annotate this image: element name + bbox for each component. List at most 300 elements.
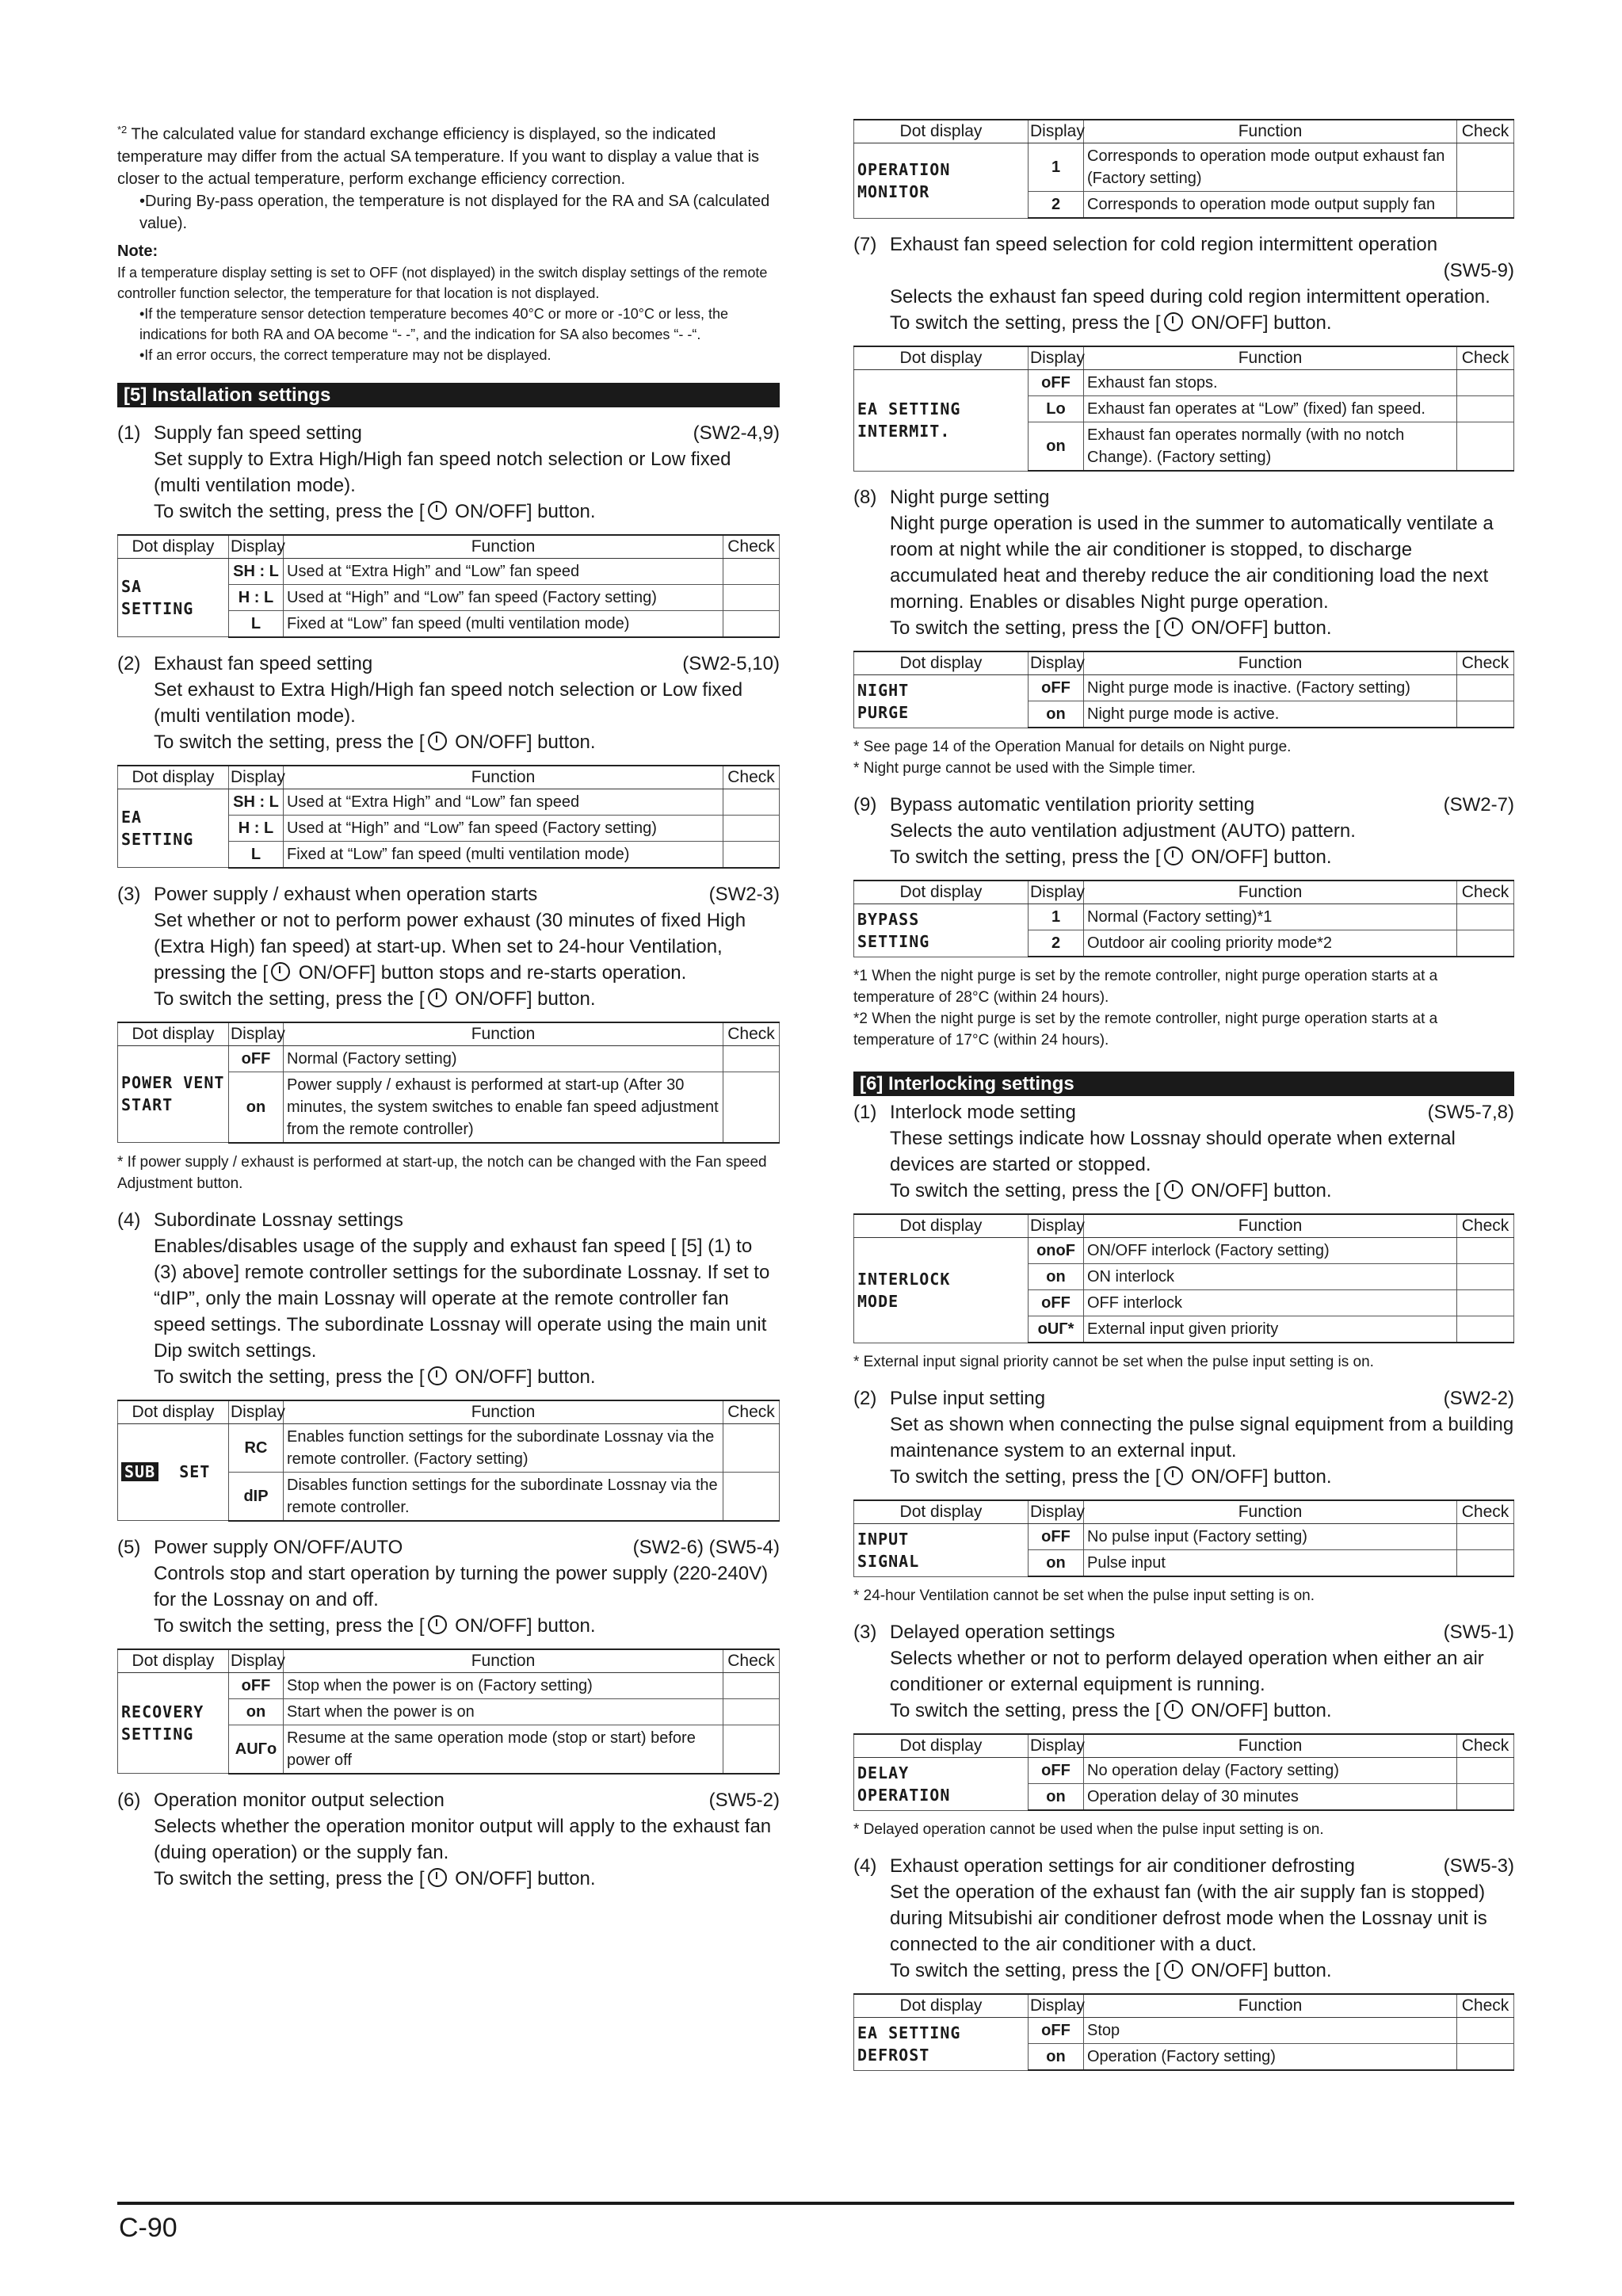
check-cell[interactable] (1457, 930, 1514, 957)
table-header-cell: Dot display (118, 1649, 229, 1673)
text: To switch the setting, press the [ (154, 1614, 425, 1637)
section-6-title: [6] Interlocking settings (853, 1072, 1514, 1096)
text: (SW2-5,10) (682, 652, 780, 674)
dot-display: BYPASS SETTING (854, 904, 1029, 957)
table-header-cell: Dot display (118, 1400, 229, 1424)
text: (SW2-7) (1443, 794, 1514, 816)
table-header-cell: Dot display (118, 766, 229, 789)
text: Pulse input setting (890, 1388, 1046, 1409)
dot-display: NIGHT PURGE (854, 675, 1029, 728)
settings-table (117, 765, 780, 869)
function-text: Operation (Factory setting) (1084, 2044, 1457, 2071)
text: ON/OFF] button. (449, 988, 596, 1010)
table-header-cell: Check (723, 1022, 780, 1046)
function-text: Enables function settings for the subordinate Lossnay via the remote controller. (Factory setting) (284, 1423, 723, 1472)
text: Delayed operation settings (890, 1622, 1116, 1643)
footnote: *1 When the night purge is set by the remote controller, night purge operation starts at a temperature of 28°C (within 24 hours). (853, 968, 1438, 1006)
table-header-cell: Function (1084, 346, 1457, 370)
function-text: ON interlock (1084, 1264, 1457, 1290)
check-cell[interactable] (1457, 1784, 1514, 1811)
check-cell[interactable] (1457, 2018, 1514, 2044)
text: ON/OFF] button. (1185, 1700, 1332, 1721)
table-header-cell: Display (1029, 120, 1084, 143)
footnote: * Delayed operation cannot be used when the pulse input setting is on. (853, 1821, 1324, 1838)
function-text: Fixed at “Low” fan speed (multi ventilation mode) (284, 841, 723, 868)
power-button-icon (1164, 1180, 1183, 1199)
check-cell[interactable] (1457, 1290, 1514, 1316)
switch-code: (SW2-4,9) (693, 422, 780, 444)
function-text: Used at “Extra High” and “Low” fan speed (284, 558, 723, 584)
check-cell[interactable] (1457, 143, 1514, 192)
display-value: AUГo (229, 1725, 284, 1774)
check-cell[interactable] (723, 1698, 780, 1725)
check-cell[interactable] (1457, 1238, 1514, 1264)
settings-table (117, 1648, 780, 1775)
check-cell[interactable] (723, 610, 780, 637)
function-text: Start when the power is on (284, 1698, 723, 1725)
table-header-cell: Display (1029, 881, 1084, 904)
table-header-cell: Display (229, 1649, 284, 1673)
text: SUB (121, 1462, 158, 1481)
display-value: 2 (1029, 192, 1084, 219)
text: Enables/disables usage of the supply and exhaust fan speed [ [5] (1) to (3) above] remote controller settings for the subordinate Lossnay. If set to “dIP”, only the main Lossnay will operate at the remote controller fan speed settings. The subordinate Lossnay will operate using the main unit Dip switch settings. (154, 1235, 770, 1362)
function-text: Stop when the power is on (Factory setting) (284, 1672, 723, 1698)
display-value: L (229, 841, 284, 868)
table-header-cell: Function (284, 1649, 723, 1673)
text: (SW5-1) (1443, 1622, 1514, 1643)
check-cell[interactable] (723, 815, 780, 841)
footnote-2-text: The calculated value for standard exchange efficiency is displayed, so the indicated temperature may differ from the actual SA temperature. If you want to display a value that is closer to the actual temperature, perform exchange efficiency correction. (117, 125, 760, 188)
text: (4) (853, 1855, 877, 1877)
power-button-icon (1164, 617, 1183, 636)
table-header-cell: Display (1029, 1214, 1084, 1238)
function-text: Power supply / exhaust is performed at start-up (After 30 minutes, the system switches to enable fan speed adjustment from the remote controller) (284, 1072, 723, 1143)
table-header-cell: Dot display (118, 535, 229, 559)
table-header-cell: Function (1084, 120, 1457, 143)
function-text: Exhaust fan stops. (1084, 370, 1457, 396)
text: ON/OFF] button. (449, 1366, 596, 1388)
text: Night purge setting (890, 487, 1050, 508)
dot-display: EA SETTING INTERMIT. (854, 370, 1029, 472)
dot-display: DELAY OPERATION (854, 1758, 1029, 1811)
table-header-cell: Check (1457, 1994, 1514, 2018)
switch-instruction (117, 499, 780, 525)
power-button-icon (1164, 1466, 1183, 1485)
display-value: RC (229, 1423, 284, 1472)
setting-night-purge (853, 484, 1514, 779)
check-cell[interactable] (723, 789, 780, 815)
display-value: 1 (1029, 143, 1084, 192)
text: Exhaust operation settings for air conditioner defrosting (890, 1855, 1356, 1877)
power-button-icon (428, 988, 447, 1007)
table-header-cell: Dot display (854, 346, 1029, 370)
setting-interlock-mode (853, 1099, 1514, 1373)
footer-rule (117, 2202, 1514, 2205)
function-text: Outdoor air cooling priority mode*2 (1084, 930, 1457, 957)
settings-table (117, 1400, 780, 1522)
display-value: SH : L (229, 558, 284, 584)
setting-ea-intermit (853, 231, 1514, 472)
note-title: Note: (117, 242, 158, 260)
function-text: Disables function settings for the subordinate Lossnay via the remote controller. (284, 1472, 723, 1521)
text: ON/OFF] button. (1185, 1466, 1332, 1488)
text: ON/OFF] button. (449, 731, 596, 753)
table-header-cell: Dot display (118, 1022, 229, 1046)
note-bullet-1: •If the temperature sensor detection temperature becomes 40°C or more or -10°C or less, the indications for both RA and OA become “- -”, and the indication for SA also becomes “- -“. (139, 305, 729, 342)
text: Interlock mode setting (890, 1102, 1076, 1123)
table-header-cell: Function (284, 1400, 723, 1424)
text: (SW5-2) (708, 1789, 780, 1811)
function-text: Exhaust fan operates at “Low” (fixed) fan speed. (1084, 396, 1457, 422)
text: To switch the setting, press the [ (890, 1180, 1161, 1201)
dot-display: RECOVERY SETTING (118, 1672, 229, 1774)
display-value: oFF (1029, 1290, 1084, 1316)
check-cell[interactable] (1457, 1316, 1514, 1343)
check-cell[interactable] (1457, 1758, 1514, 1784)
display-value: oFF (1029, 2018, 1084, 2044)
table-header-cell: Function (1084, 651, 1457, 675)
text: Set exhaust to Extra High/High fan speed notch selection or Low fixed (multi ventilation mode). (154, 678, 743, 727)
footnote-mark: *2 (117, 124, 128, 136)
display-value: dIP (229, 1472, 284, 1521)
function-text: No operation delay (Factory setting) (1084, 1758, 1457, 1784)
table-header-cell: Check (723, 535, 780, 559)
function-text: Night purge mode is active. (1084, 701, 1457, 728)
display-value: on (229, 1698, 284, 1725)
function-text: Used at “High” and “Low” fan speed (Factory setting) (284, 584, 723, 610)
display-value: SH : L (229, 789, 284, 815)
table-header-cell: Dot display (854, 1994, 1029, 2018)
power-button-icon (1164, 1700, 1183, 1719)
function-text: Night purge mode is inactive. (Factory setting) (1084, 675, 1457, 701)
function-text: Used at “High” and “Low” fan speed (Factory setting) (284, 815, 723, 841)
table-header-cell: Check (1457, 881, 1514, 904)
text: Power supply / exhaust when operation starts (154, 883, 538, 905)
text: (3) (117, 883, 141, 905)
check-cell[interactable] (1457, 1264, 1514, 1290)
text: Exhaust fan speed selection for cold region intermittent operation (890, 234, 1438, 255)
table-header-cell: Dot display (854, 881, 1029, 904)
check-cell[interactable] (1457, 370, 1514, 396)
table-header-cell: Function (1084, 1500, 1457, 1524)
display-value: onoF (1029, 1238, 1084, 1264)
text: To switch the setting, press the [ (154, 500, 425, 522)
table-header-cell: Display (1029, 1994, 1084, 2018)
text: Night purge operation is used in the summer to automatically ventilate a room at night while the air conditioner is stopped, to discharge accumulated heat and thereby reduce the air conditioning load the next morning. Enables or disables Night purge operation. (890, 513, 1494, 613)
text: ON/OFF] button. (1185, 617, 1332, 639)
check-cell[interactable] (723, 1725, 780, 1774)
power-button-icon (1164, 846, 1183, 865)
check-cell[interactable] (1457, 701, 1514, 728)
text: Set as shown when connecting the pulse signal equipment from a building maintenance system to an external input. (890, 1414, 1514, 1461)
text: (3) (853, 1622, 877, 1643)
display-value: oUГ* (1029, 1316, 1084, 1343)
text: These settings indicate how Lossnay should operate when external devices are started or stopped. (890, 1128, 1456, 1175)
settings-table (117, 1022, 780, 1144)
text: To switch the setting, press the [ (154, 1366, 425, 1388)
dot-display: INTERLOCK MODE (854, 1238, 1029, 1343)
function-text: Exhaust fan operates normally (with no notch Change). (Factory setting) (1084, 422, 1457, 472)
settings-table (853, 119, 1514, 219)
text: (8) (853, 487, 877, 508)
display-value: oFF (229, 1672, 284, 1698)
item-number: (1) (117, 422, 141, 444)
dot-display: SA SETTING (118, 558, 229, 637)
display-value: 2 (1029, 930, 1084, 957)
check-cell[interactable] (723, 1072, 780, 1143)
setting-supply-fan-speed (117, 420, 780, 638)
left-column (117, 119, 780, 1892)
function-text: Operation delay of 30 minutes (1084, 1784, 1457, 1811)
display-value: on (1029, 2044, 1084, 2071)
setting-subordinate-lossnay (117, 1207, 780, 1522)
check-cell[interactable] (723, 1472, 780, 1521)
note-text: If a temperature display setting is set to OFF (not displayed) in the switch display settings of the remote controller function selector, the temperature for that location is not displayed. (117, 264, 768, 301)
table-header-cell: Check (1457, 651, 1514, 675)
settings-table (117, 534, 780, 638)
table-header-cell: Display (229, 1400, 284, 1424)
table-header-cell: Dot display (854, 1214, 1029, 1238)
text: (SW5-9) (1443, 260, 1514, 281)
text: Subordinate Lossnay settings (154, 1209, 403, 1231)
text: (6) (117, 1789, 141, 1811)
check-cell[interactable] (1457, 904, 1514, 930)
check-cell[interactable] (723, 584, 780, 610)
function-text: Stop (1084, 2018, 1457, 2044)
display-value: on (1029, 1264, 1084, 1290)
text: To switch the setting, press the [ (154, 988, 425, 1010)
settings-table (853, 346, 1514, 472)
text: Operation monitor output selection (154, 1789, 445, 1811)
setting-pulse-input (853, 1385, 1514, 1606)
text: (SW5-3) (1443, 1855, 1514, 1877)
power-button-icon (428, 501, 447, 520)
text: Controls stop and start operation by turning the power supply (220-240V) for the Lossnay on and off. (154, 1562, 769, 1610)
table-header-cell: Function (1084, 1734, 1457, 1758)
check-cell[interactable] (723, 1672, 780, 1698)
table-header-cell: Display (229, 535, 284, 559)
display-value: oFF (1029, 1758, 1084, 1784)
page-number: C-90 (119, 2213, 177, 2243)
display-value: 1 (1029, 904, 1084, 930)
footnote: *2 When the night purge is set by the remote controller, night purge operation starts at a temperature of 17°C (within 24 hours). (853, 1010, 1438, 1049)
text: (SW2-6) (SW5-4) (632, 1536, 780, 1558)
display-value: oFF (1029, 675, 1084, 701)
power-button-icon (428, 1868, 447, 1887)
check-cell[interactable] (723, 1045, 780, 1072)
text: (SW2-2) (1443, 1388, 1514, 1409)
display-value: on (1029, 1550, 1084, 1577)
function-text: No pulse input (Factory setting) (1084, 1524, 1457, 1550)
settings-table (853, 880, 1514, 957)
text: (SW2-3) (708, 883, 780, 905)
table-header-cell: Display (1029, 1734, 1084, 1758)
text: ON/OFF] button stops and re-starts operation. (293, 961, 687, 984)
dot-display: OPERATION MONITOR (854, 143, 1029, 219)
footnote: * See page 14 of the Operation Manual for details on Night purge. (853, 739, 1292, 755)
text: To switch the setting, press the [ (890, 1700, 1161, 1721)
text: (2) (853, 1388, 877, 1409)
text: To switch the setting, press the [ (890, 312, 1161, 334)
power-button-icon (271, 962, 290, 981)
settings-table (853, 1993, 1514, 2071)
text: Exhaust fan speed setting (154, 652, 373, 674)
dot-display: EA SETTING (118, 789, 229, 868)
text: (7) (853, 234, 877, 255)
table-header-cell: Function (284, 535, 723, 559)
check-cell[interactable] (1457, 675, 1514, 701)
table-header-cell: Check (1457, 346, 1514, 370)
check-cell[interactable] (1457, 396, 1514, 422)
check-cell[interactable] (1457, 422, 1514, 472)
table-header-cell: Display (1029, 651, 1084, 675)
power-button-icon (1164, 312, 1183, 331)
table-header-cell: Check (1457, 1500, 1514, 1524)
display-value: H : L (229, 815, 284, 841)
display-value: on (1029, 701, 1084, 728)
check-cell[interactable] (1457, 2044, 1514, 2071)
dot-display: INPUT SIGNAL (854, 1524, 1029, 1577)
settings-table (853, 1499, 1514, 1577)
function-text: Used at “Extra High” and “Low” fan speed (284, 789, 723, 815)
settings-table (853, 651, 1514, 728)
display-value: on (1029, 1784, 1084, 1811)
power-button-icon (428, 1366, 447, 1385)
text: To switch the setting, press the [ (154, 1867, 425, 1889)
check-cell[interactable] (723, 1423, 780, 1472)
function-text: Fixed at “Low” fan speed (multi ventilation mode) (284, 610, 723, 637)
settings-table (853, 1733, 1514, 1811)
text: ON/OFF] button. (1185, 846, 1332, 868)
text: (5) (117, 1536, 141, 1558)
display-value: Lo (1029, 396, 1084, 422)
display-value: oFF (1029, 1524, 1084, 1550)
table-header-cell: Function (1084, 1214, 1457, 1238)
text: Selects the exhaust fan speed during cold region intermittent operation. (890, 286, 1490, 308)
text: ON/OFF] button. (1185, 1180, 1332, 1201)
table-header-cell: Check (723, 1649, 780, 1673)
table-header-cell: Dot display (854, 1500, 1029, 1524)
right-column (853, 119, 1514, 2071)
check-cell[interactable] (1457, 1550, 1514, 1577)
check-cell[interactable] (723, 841, 780, 868)
function-text: Corresponds to operation mode output exhaust fan (Factory setting) (1084, 143, 1457, 192)
text: To switch the setting, press the [ (890, 1960, 1161, 1981)
text: Selects whether the operation monitor output will apply to the exhaust fan (duing operation) or the supply fan. (154, 1815, 772, 1863)
function-text: Corresponds to operation mode output supply fan (1084, 192, 1457, 219)
item-title: Supply fan speed setting (154, 422, 362, 444)
table-header-cell: Display (1029, 1500, 1084, 1524)
settings-table (853, 1213, 1514, 1343)
display-value: on (229, 1072, 284, 1143)
table-header-cell: Function (284, 1022, 723, 1046)
setting-power-vent-start (117, 881, 780, 1194)
table-header-cell: Display (229, 766, 284, 789)
dot-display: POWER VENT START (118, 1045, 229, 1143)
text: (2) (117, 652, 141, 674)
function-text: Pulse input (1084, 1550, 1457, 1577)
function-text: ON/OFF interlock (Factory setting) (1084, 1238, 1457, 1264)
footnote-2-bullet: •During By-pass operation, the temperature is not displayed for the RA and SA (calculated value). (139, 192, 770, 232)
text: (4) (117, 1209, 141, 1231)
footnote: * 24-hour Ventilation cannot be set when the pulse input setting is on. (853, 1587, 1315, 1604)
display-value: L (229, 610, 284, 637)
table-header-cell: Check (1457, 1734, 1514, 1758)
text: ON/OFF] button. (1185, 312, 1332, 334)
dot-display: EA SETTING DEFROST (854, 2018, 1029, 2071)
text: To switch the setting, press the [ (154, 731, 425, 753)
text: To switch the setting, press the [ (890, 1466, 1161, 1488)
setting-operation-monitor (117, 1787, 780, 1892)
display-value: oFF (229, 1045, 284, 1072)
display-value: oFF (1029, 370, 1084, 396)
text: To switch the setting, press the [ (890, 846, 1161, 868)
power-button-icon (1164, 1960, 1183, 1979)
table-header-cell: Dot display (854, 120, 1029, 143)
setting-delay-operation (853, 1619, 1514, 1840)
table-header-cell: Check (1457, 120, 1514, 143)
display-value: H : L (229, 584, 284, 610)
text: Set whether or not to perform power exhaust (30 minutes of fixed High (Extra High) fan speed) at start-up. When set to 24-hour Ventilation, pressing the [ (154, 909, 746, 984)
setting-ea-defrost (853, 1853, 1514, 2071)
table-header-cell: Display (1029, 346, 1084, 370)
table-header-cell: Function (1084, 1994, 1457, 2018)
text: ON/OFF] button. (449, 1867, 596, 1889)
item-body: Set supply to Extra High/High fan speed notch selection or Low fixed (multi ventilation mode). (154, 448, 731, 496)
function-text: Normal (Factory setting)*1 (1084, 904, 1457, 930)
display-value: on (1029, 422, 1084, 472)
table-header-cell: Function (284, 766, 723, 789)
text: (1) (853, 1102, 877, 1123)
function-text: External input given priority (1084, 1316, 1457, 1343)
text: (SW5-7,8) (1427, 1102, 1514, 1123)
check-cell[interactable] (1457, 192, 1514, 219)
text: Power supply ON/OFF/AUTO (154, 1536, 403, 1558)
text: ON/OFF] button. (449, 1614, 596, 1637)
footnote: * Night purge cannot be used with the Simple timer. (853, 760, 1196, 777)
setting-recovery (117, 1534, 780, 1775)
note-bullet-2: •If an error occurs, the correct temperature may not be displayed. (139, 346, 551, 363)
footnote: * External input signal priority cannot be set when the pulse input setting is on. (853, 1354, 1374, 1370)
section-5-title: [5] Installation settings (117, 383, 780, 407)
footnote-2 (117, 119, 780, 190)
text: (9) (853, 794, 877, 816)
text: To switch the setting, press the [ (890, 617, 1161, 639)
function-text: OFF interlock (1084, 1290, 1457, 1316)
check-cell[interactable] (1457, 1524, 1514, 1550)
table-header-cell: Function (1084, 881, 1457, 904)
table-header-cell: Check (723, 1400, 780, 1424)
setting-exhaust-fan-speed (117, 651, 780, 869)
table-header-cell: Check (723, 766, 780, 789)
text: SET (179, 1462, 211, 1482)
table-header-cell: Check (1457, 1214, 1514, 1238)
text: Selects whether or not to perform delayed operation when either an air conditioner or external equipment is running. (890, 1648, 1484, 1695)
setting-bypass (853, 792, 1514, 1051)
text: ON/OFF] button. (449, 500, 596, 522)
table-header-cell: Display (229, 1022, 284, 1046)
text: Selects the auto ventilation adjustment (AUTO) pattern. (890, 820, 1356, 842)
power-button-icon (428, 1615, 447, 1634)
function-text: Normal (Factory setting) (284, 1045, 723, 1072)
check-cell[interactable] (723, 558, 780, 584)
text: Bypass automatic ventilation priority setting (890, 794, 1255, 816)
text: ON/OFF] button. (1185, 1960, 1332, 1981)
table-header-cell: Dot display (854, 1734, 1029, 1758)
function-text: Resume at the same operation mode (stop or start) before power off (284, 1725, 723, 1774)
footnote: * If power supply / exhaust is performed at start-up, the notch can be changed with the Fan speed Adjustment button. (117, 1153, 767, 1192)
dot-display (118, 1423, 229, 1521)
